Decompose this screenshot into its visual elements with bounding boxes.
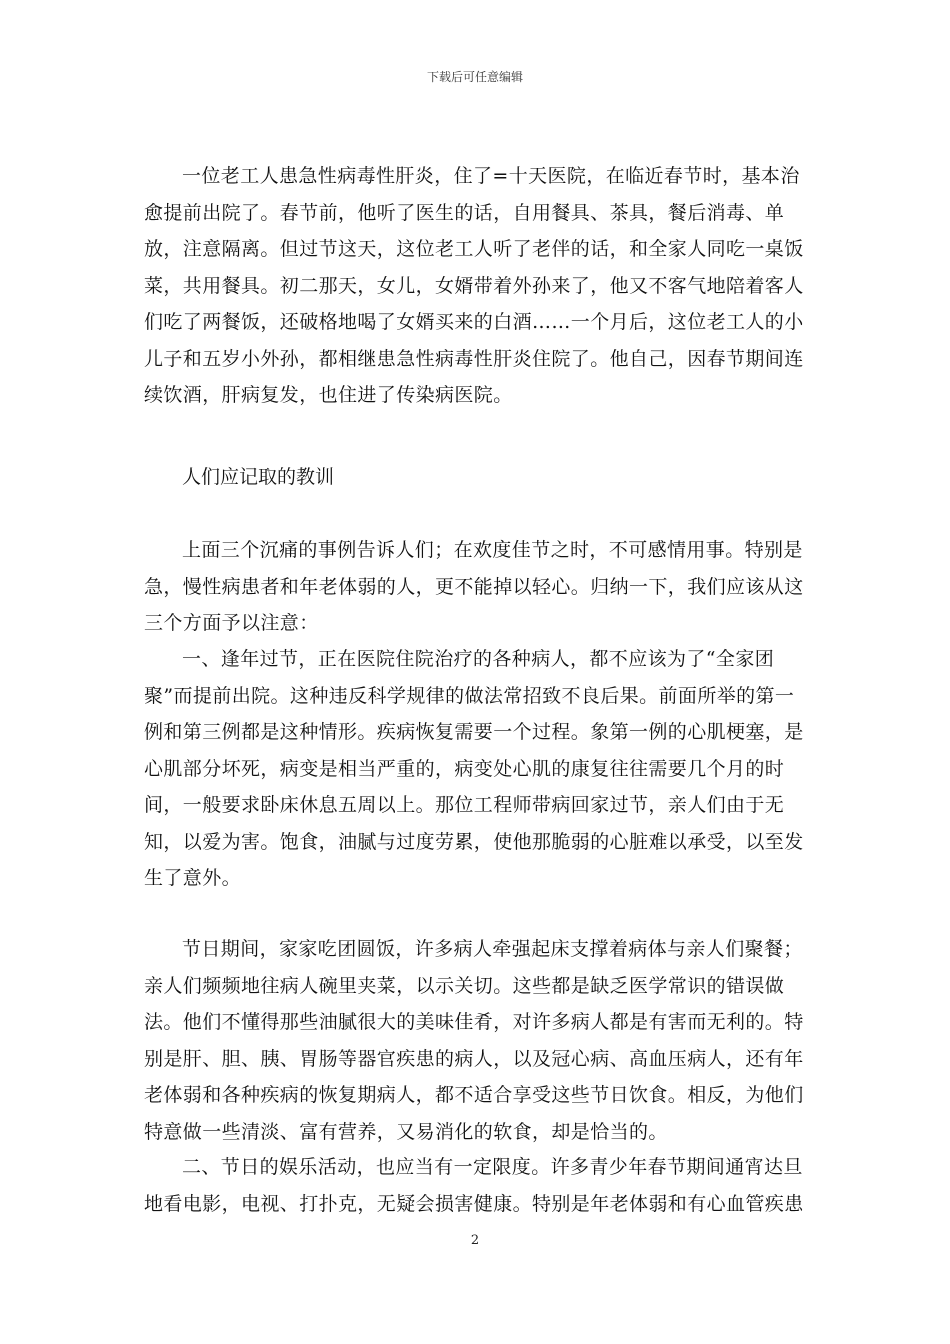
- paragraph-point-two: 二、节日的娱乐活动，也应当有一定限度。许多青少年春节期间通宵达旦地看电影，电视、打扑克，无疑会损害健康。特别是年老体弱和有心血管疾患: [144, 1156, 804, 1215]
- paragraph-point-one: 一、逢年过节，正在医院住院治疗的各种病人，都不应该为了“全家团聚”而提前出院。这种违反科学规律的做法常招致不良后果。前面所举的第一例和第三例都是这种情形。疾病恢复需要一个过程。象第一例的心肌梗塞，是心肌部分坏死，病变是相当严重的，病变处心肌的康复往往需要几个月的时间，一般要求卧床休息五周以上。那位工程师带病回家过节，亲人们由于无知，以爱为害。饱食，油腻与过度劳累，使他那脆弱的心脏难以承受，以至发生了意外。: [144, 648, 804, 889]
- section-heading: 人们应记取的教训: [182, 466, 335, 488]
- paragraph-case-three: 一位老工人患急性病毒性肝炎，住了=十天医院，在临近春节时，基本治愈提前出院了。春节前，他听了医生的话，自用餐具、茶具，餐后消毒、单放，注意隔离。但过节这天，这位老工人听了老伴的话，和全家人同吃一桌饭菜，共用餐具。初二那天，女儿，女婿带着外孙来了，他又不客气地陪着客人们吃了两餐饭，还破格地喝了女婿买来的白酒……一个月后，这位老工人的小儿子和五岁小外孙，都相继患急性病毒性肝炎住院了。他自己，因春节期间连续饮酒，肝病复发，也住进了传染病医院。: [144, 165, 804, 406]
- paragraph-summary: 上面三个沉痛的事例告诉人们；在欢度佳节之时，不可感情用事。特别是急，慢性病患者和年老体弱的人，更不能掉以轻心。归纳一下，我们应该从这三个方面予以注意：: [144, 539, 804, 634]
- paragraph-holiday-meals: 节日期间，家家吃团圆饭，许多病人牵强起床支撑着病体与亲人们聚餐；亲人们频频地往病人碗里夹菜，以示关切。这些都是缺乏医学常识的错误做法。他们不懂得那些油腻很大的美味佳肴，对许多病人都是有害而无利的。特别是肝、胆、胰、胃肠等器官疾患的病人，以及冠心病、高血压病人，还有年老体弱和各种疾病的恢复期病人，都不适合享受这些节日饮食。相反，为他们特意做一些清淡、富有营养，又易消化的软食，却是恰当的。: [144, 938, 804, 1143]
- page-header: 下载后可任意编辑: [426, 70, 523, 84]
- page-number: 2: [470, 1233, 480, 1248]
